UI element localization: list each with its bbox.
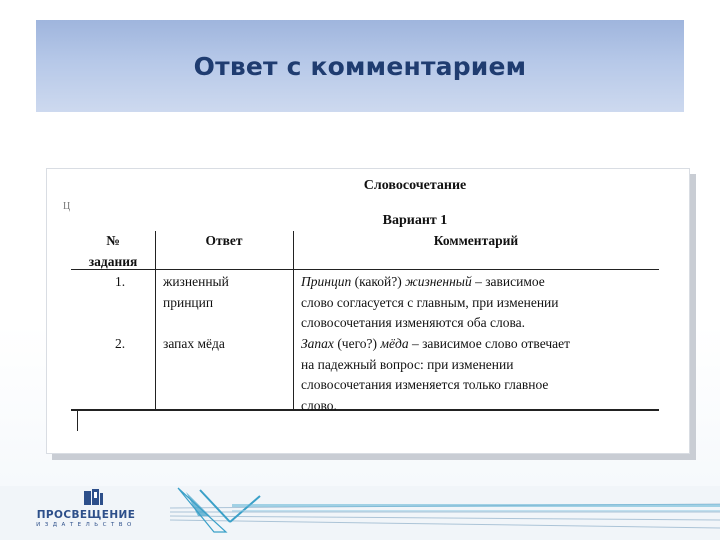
publisher-logo — [12, 488, 160, 530]
document-image — [46, 168, 690, 454]
row-answer: жизненный принцип — [163, 274, 229, 310]
table-divider — [293, 231, 294, 411]
answer-table — [71, 231, 659, 411]
table-edge-rule — [77, 411, 78, 431]
stray-mark: Ц — [63, 201, 71, 212]
row-comment: Запах (чего?) мёда – зависимое слово отвечает на падежный вопрос: при изменении словосочетания изменяется только главное слово. — [301, 336, 571, 413]
book-emblem-icon — [82, 489, 104, 507]
logo-name: ПРОСВЕЩЕНИЕ — [36, 509, 136, 521]
row-comment: Принцип (какой?) жизненный – зависимое слово согласуется с главным, при изменении словосочетания изменяются оба слова. — [301, 274, 559, 330]
table-divider — [155, 231, 156, 411]
variant-heading: Вариант 1 — [382, 213, 448, 228]
slide-title: Ответ с комментарием — [193, 52, 527, 81]
table-header-rule — [71, 269, 659, 270]
column-header-comment: Комментарий — [433, 233, 519, 248]
logo-subtitle: ИЗДАТЕЛЬСТВО — [36, 522, 136, 528]
column-header-number: № задания — [88, 233, 138, 269]
document-heading: Словосочетание — [363, 178, 467, 193]
row-number: 2. — [115, 336, 126, 351]
row-number: 1. — [115, 274, 126, 289]
column-header-answer: Ответ — [205, 233, 243, 248]
row-answer: запах мёда — [163, 336, 225, 351]
